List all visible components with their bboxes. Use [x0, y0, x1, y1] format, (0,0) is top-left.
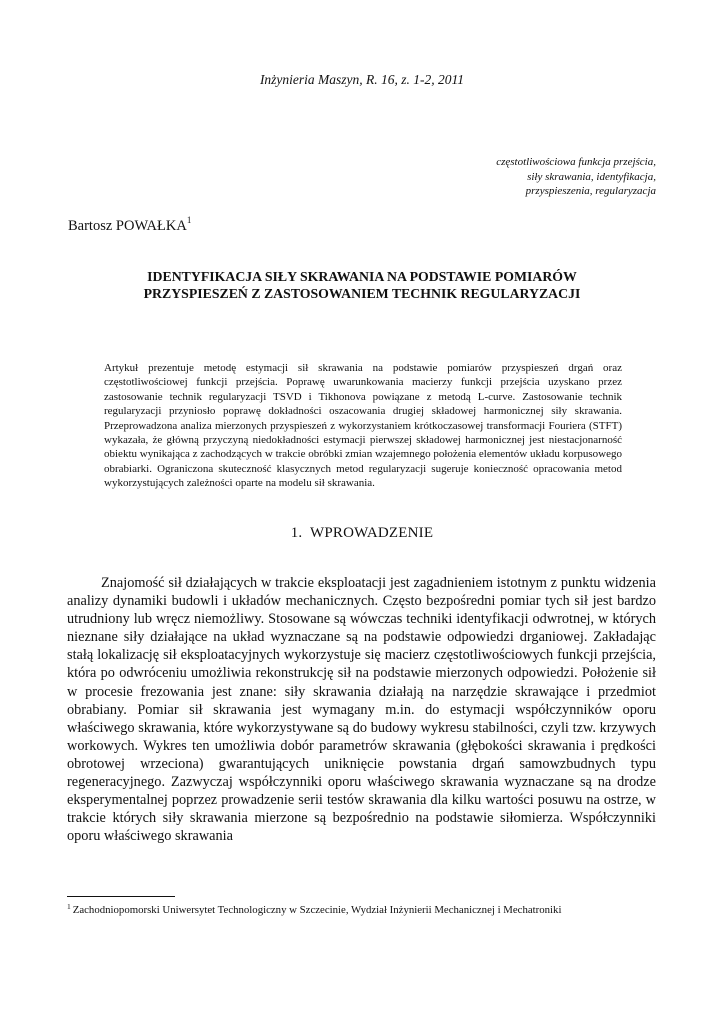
keyword-line: siły skrawania, identyfikacja, — [527, 170, 656, 183]
author-affiliation-mark: 1 — [186, 215, 192, 225]
title-line: IDENTYFIKACJA SIŁY SKRAWANIA NA PODSTAWIE POMIARÓW — [147, 269, 577, 284]
keyword-line: przyspieszenia, regularyzacja — [525, 185, 656, 197]
footnote-divider — [67, 896, 175, 897]
author-line — [68, 215, 192, 235]
abstract: Artykuł prezentuje metodę estymacji sił skrawania na podstawie pomiarów przyspieszeń drgań oraz częstotliwościowej funkcji przejścia. Poprawę uwarunkowania macierzy funkcji przejścia uzyskano przez zastosowanie technik regularyzacji TSVD i Tikhonova powiązane z metodą L-curve. Zastosowanie technik regularyzacji przyniosło poprawę dokładności oszacowania drugiej składowej harmonicznej siły skrawania. Przeprowadzona analiza mierzonych przyspieszeń z wykorzystaniem krótkoczasowej transformacji Fouriera (STFT) wykazała, że główną przyczyną niedokładności estymacji pierwszej składowej harmonicznej jest niestacjonarność obiektu wynikająca z zachodzących w trakcie obróbki zmian wzajemnego położenia elementów układu korpusowego obrabiarki. Ograniczona skuteczność klasycznych metod regularyzacji sugeruje konieczność opracowania metod wykorzystujących zależności oparte na modelu sił skrawania. — [104, 362, 622, 490]
keywords-block — [496, 155, 656, 199]
keyword-line: częstotliwościowa funkcja przejścia, — [496, 156, 656, 168]
section-number: 1. — [290, 525, 303, 541]
section-title: WPROWADZENIE — [310, 525, 434, 541]
footnote-text: Zachodniopomorski Uniwersytet Technologiczny w Szczecinie, Wydział Inżynierii Mechanicznej i Mechatroniki — [72, 904, 562, 916]
paper-title — [90, 268, 634, 302]
footnote-mark: 1 — [67, 902, 71, 911]
footnote — [67, 904, 561, 916]
body-paragraph: Znajomość sił działających w trakcie eksploatacji jest zagadnieniem istotnym z punktu widzenia analizy dynamiki budowli i układów mechanicznych. Często bezpośredni pomiar tych sił jest bardzo utrudniony lub wręcz niemożliwy. Stosowane są wówczas techniki identyfikacji odwrotnej, w których nieznane siły działające na układ wyznaczane są na podstawie odpowiedzi drganiowej. Zakładając stałą lokalizację sił eksploatacyjnych wykorzystuje się macierz częstotliwościowych funkcji przejścia, która po odwróceniu umożliwia rekonstrukcję sił na podstawie mierzonych odpowiedzi. Położenie sił w procesie frezowania jest znane: siły skrawania działają na narzędzie skrawające i przedmiot obrabiany. Pomiar sił skrawania jest wymagany m.in. do estymacji współczynników oporu właściwego skrawania, które wykorzystywane są do budowy wykresu stabilności, czyli tzw. krzywych workowych. Wykres ten umożliwia dobór parametrów skrawania (głębokości skrawania i prędkości obrotowej wrzeciona) gwarantujących uniknięcie powstania drgań samowzbudnych typu regeneracyjnego. Zazwyczaj współczynniki oporu właściwego skrawania wyznaczane są na drodze eksperymentalnej poprzez prowadzenie serii testów skrawania dla kilku wartości posuwu na ostrze, w trakcie których siły skrawania mierzone są bezpośrednio na podstawie siłomierza. Współczynniki oporu właściwego skrawania — [67, 575, 656, 845]
journal-header: Inżynieria Maszyn, R. 16, z. 1-2, 2011 — [259, 72, 465, 87]
section-heading — [0, 525, 724, 542]
author-name: Bartosz POWAŁKA — [68, 218, 187, 234]
title-line: PRZYSPIESZEŃ Z ZASTOSOWANIEM TECHNIK REGULARYZACJI — [143, 286, 581, 301]
